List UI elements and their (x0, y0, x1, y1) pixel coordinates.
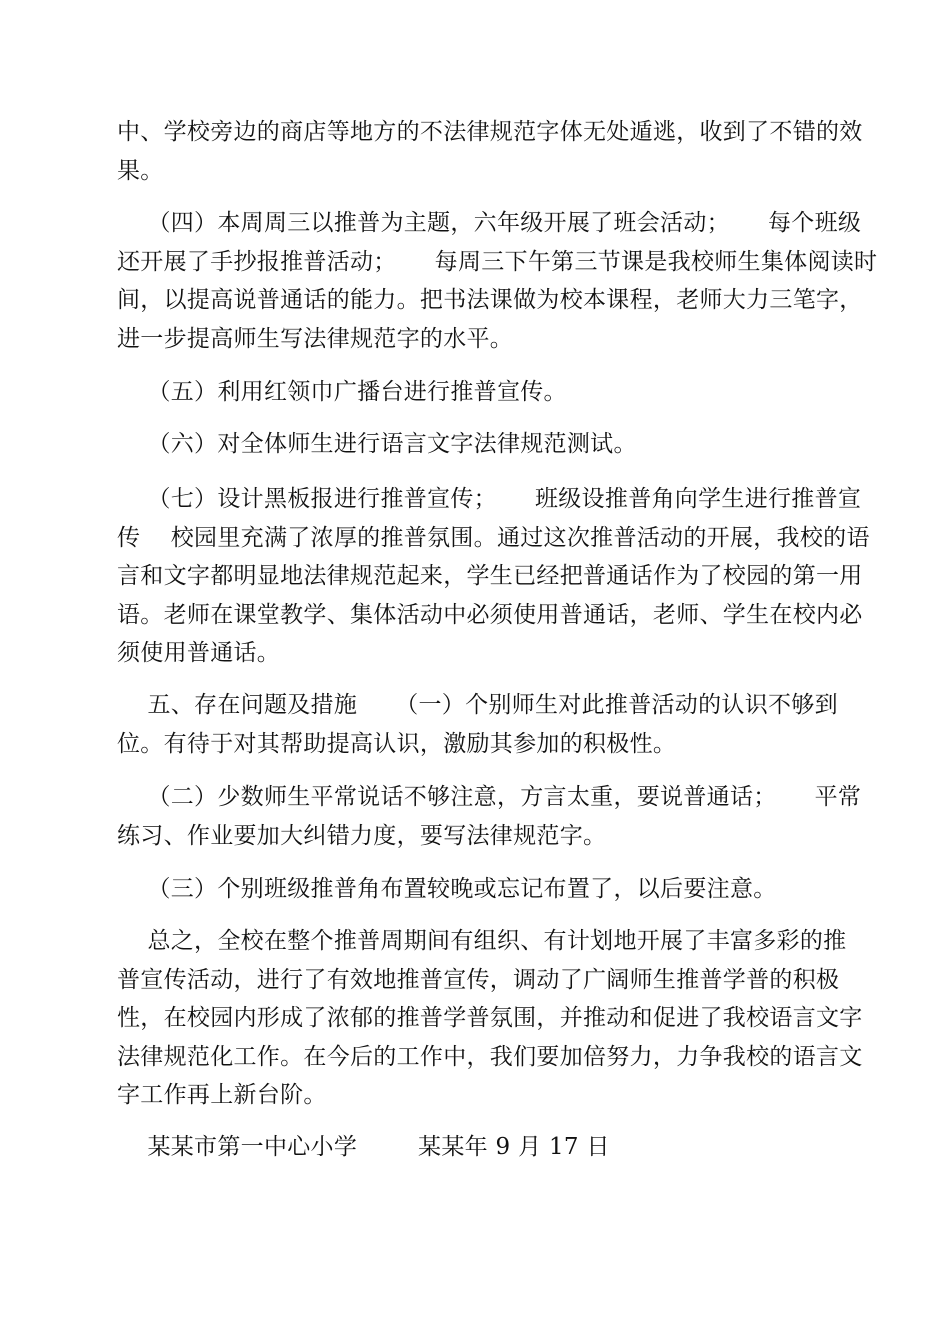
text-line: 语。老师在课堂教学、集体活动中必须使用普通话，老师、学生在校内必 (117, 601, 863, 628)
paragraph-continuation (117, 113, 863, 190)
paragraph-item-6 (117, 425, 837, 464)
text-line: （五）利用红领巾广播台进行推普宣传。 (117, 379, 567, 405)
text-line: 中、学校旁边的商店等地方的不法律规范字体无处遁逃，收到了不错的效 (117, 119, 863, 145)
text-line: 言和文字都明显地法律规范起来，学生已经把普通话作为了校园的第一用 (117, 563, 863, 589)
text-line: 果。 (117, 157, 164, 184)
paragraph-item-7 (117, 480, 870, 673)
paragraph-item-5 (117, 373, 837, 412)
text-line: 性，在校园内形成了浓郁的推普学普氛围，并推动和促进了我校语言文字 (117, 1005, 863, 1031)
text-line: 进一步提高师生写法律规范字的水平。 (117, 325, 514, 352)
text-line: 间，以提高说普通话的能力。把书法课做为校本课程，老师大力三笔字， (117, 287, 863, 313)
text-line: （七）设计黑板报进行推普宣传； 班级设推普角向学生进行推普宣 (117, 486, 862, 512)
text-line: （六）对全体师生进行语言文字法律规范测试。 (117, 431, 637, 457)
text-line: 五、存在问题及措施 （一）个别师生对此推普活动的认识不够到 (117, 692, 838, 718)
paragraph-issue-2 (117, 778, 862, 855)
text-line: 练习、作业要加大纠错力度，要写法律规范字。 (117, 822, 607, 849)
signature-line (117, 1128, 837, 1167)
text-line: 须使用普通话。 (117, 640, 281, 666)
signature-text: 某某市第一中心小学 某某年 9 月 17 日 (117, 1134, 610, 1160)
paragraph-conclusion (117, 922, 863, 1115)
text-line: 字工作再上新台阶。 (117, 1082, 327, 1108)
text-line: 总之，全校在整个推普周期间有组织、有计划地开展了丰富多彩的推 (117, 928, 847, 954)
text-line: 法律规范化工作。在今后的工作中，我们要加倍努力，力争我校的语言文 (117, 1043, 863, 1070)
text-line: 还开展了手抄报推普活动； 每周三下午第三节课是我校师生集体阅读时 (117, 248, 878, 275)
paragraph-item-4 (117, 204, 878, 358)
text-line: （二）少数师生平常说话不够注意，方言太重，要说普通话； 平常 (117, 784, 862, 810)
text-line: （四）本周周三以推普为主题，六年级开展了班会活动； 每个班级 (117, 210, 862, 236)
text-line: 位。有待于对其帮助提高认识，激励其参加的积极性。 (117, 730, 677, 757)
text-line: （三）个别班级推普角布置较晚或忘记布置了，以后要注意。 (117, 876, 777, 902)
paragraph-section-5 (117, 686, 837, 763)
text-line: 普宣传活动，进行了有效地推普宣传，调动了广阔师生推普学普的积极 (117, 966, 840, 993)
paragraph-issue-3 (117, 870, 837, 909)
text-line: 传 校园里充满了浓厚的推普氛围。通过这次推普活动的开展，我校的语 (117, 524, 870, 551)
